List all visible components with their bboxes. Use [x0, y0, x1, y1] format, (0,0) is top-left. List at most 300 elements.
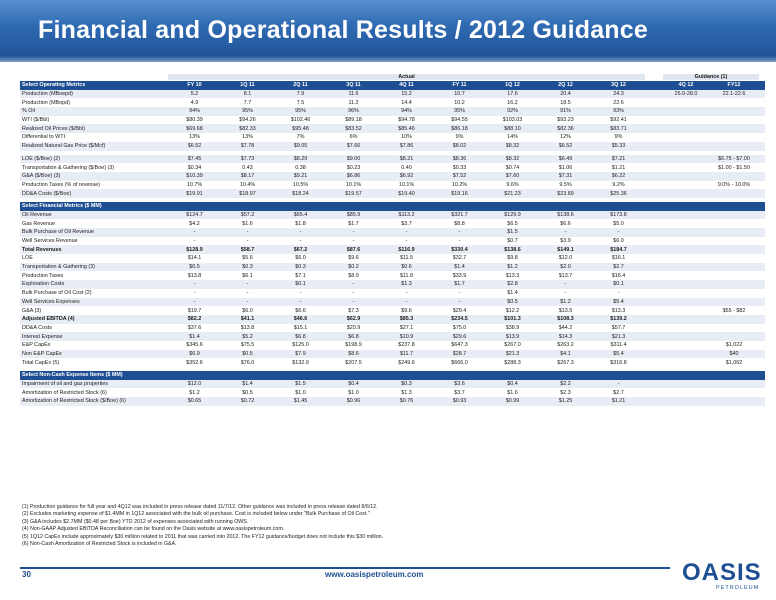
table-cell: 7.9 — [296, 91, 305, 98]
table-cell: $8.29 — [293, 155, 308, 162]
table-cell: $0.5 — [507, 298, 518, 305]
table-cell: $10.39 — [186, 173, 203, 180]
table-cell: $8.21 — [399, 155, 414, 162]
footnote: (2) Excludes marketing expense of $1.4MM in 1Q12 associated with the bulk oil purchase. Cost is included below under "Bulk Purchase of Oil Cost." — [22, 511, 370, 518]
table-cell: $19.16 — [451, 190, 468, 197]
table-cell: $65.4 — [293, 211, 308, 218]
row-label: Total Revenues — [22, 246, 62, 253]
table-cell: $6.6 — [560, 220, 571, 227]
table-cell: $85.46 — [398, 125, 415, 132]
table-cell: - — [617, 290, 620, 297]
row-label: Transportation & Gathering ($/Boe) (3) — [22, 164, 115, 171]
table-cell: $69.68 — [186, 125, 203, 132]
section-title: Select Financial Metrics ($ MM) — [22, 203, 102, 210]
table-cell: 91% — [560, 108, 571, 115]
table-row — [20, 237, 765, 246]
guidance-label: Guidance (1) — [663, 74, 759, 80]
table-cell: $8.9 — [348, 272, 359, 279]
table-cell: $1.45 — [293, 398, 308, 405]
table-cell: $102.46 — [290, 117, 311, 124]
table-cell: $82.2 — [187, 316, 202, 323]
table-cell: $1.6 — [507, 389, 518, 396]
table-cell: $83.52 — [345, 125, 362, 132]
table-cell: 0.40 — [401, 164, 412, 171]
table-cell: $0.1 — [295, 281, 306, 288]
footnote: (6) Non-Cash Amortization of Restricted Stock is included in G&A. — [22, 541, 177, 548]
table-cell: $18.97 — [239, 190, 256, 197]
table-cell: $330.4 — [451, 246, 468, 253]
row-label: % Oil — [22, 108, 35, 115]
table-cell: $8.6 — [348, 350, 359, 357]
table-cell: $1.2 — [189, 389, 200, 396]
table-cell: $7.45 — [187, 155, 202, 162]
table-cell: - — [405, 290, 408, 297]
table-cell: 9% — [614, 134, 623, 141]
table-row — [20, 380, 765, 389]
table-cell: 94% — [401, 108, 412, 115]
table-cell: $132.9 — [292, 359, 309, 366]
table-cell: $2.2 — [560, 381, 571, 388]
table-cell: $7.86 — [399, 143, 414, 150]
website-link[interactable]: www.oasispetroleum.com — [325, 570, 424, 579]
table-cell: 96% — [348, 108, 359, 115]
table-cell: $5.33 — [611, 143, 626, 150]
table-cell: $2.0 — [560, 264, 571, 271]
table-cell: $138.6 — [504, 246, 521, 253]
column-header: 3Q 12 — [611, 82, 626, 89]
table-cell: $1.3 — [401, 389, 412, 396]
table-cell: $16.1 — [611, 255, 626, 262]
column-header: 2Q 11 — [293, 82, 308, 89]
title-banner — [0, 0, 776, 62]
table-cell: $13.8 — [187, 272, 202, 279]
table-cell: - — [617, 229, 620, 236]
table-cell: $23.89 — [557, 190, 574, 197]
table-cell: - — [299, 298, 302, 305]
table-cell: $6.86 — [346, 173, 361, 180]
table-cell: $19.7 — [187, 307, 202, 314]
table-cell: $7.78 — [240, 143, 255, 150]
table-cell: - — [193, 238, 196, 245]
table-cell: 15.2 — [401, 91, 412, 98]
footnote: (5) 1Q12 CapEx include approximately $30 million related to 2011 that was carried into 2012. The FY12 guidance/budget does not include this $30 million. — [22, 533, 384, 540]
table-cell: $85.9 — [346, 211, 361, 218]
table-cell: $21.3 — [505, 350, 520, 357]
table-cell: $82.33 — [239, 125, 256, 132]
footnotes — [22, 504, 742, 548]
table-cell: 17.6 — [507, 91, 518, 98]
table-cell: $1.5 — [507, 229, 518, 236]
table-cell: $4.2 — [189, 220, 200, 227]
table-cell: $6.0 — [242, 307, 253, 314]
table-cell: $113.2 — [398, 211, 415, 218]
column-header: 4Q 12 — [678, 82, 694, 89]
table-cell: 95% — [242, 108, 253, 115]
column-header: FY 10 — [187, 82, 202, 89]
table-row — [20, 341, 765, 350]
row-label: G&A ($/Boe) (3) — [22, 173, 61, 180]
table-cell: 10% — [401, 134, 412, 141]
table-cell: $316.8 — [610, 359, 627, 366]
table-cell: $83.71 — [610, 125, 627, 132]
row-label: Production (MBopd) — [22, 99, 70, 106]
table-cell: $1.3 — [401, 281, 412, 288]
table-cell: $0.34 — [187, 164, 202, 171]
table-cell: $6.49 — [558, 155, 573, 162]
table-cell: 12% — [560, 134, 571, 141]
table-cell: $103.03 — [502, 117, 523, 124]
table-cell: $138.6 — [557, 211, 574, 218]
table-cell: $1.21 — [611, 164, 626, 171]
table-cell: 0.38 — [295, 164, 306, 171]
row-label: LOE ($/Boe) (2) — [22, 155, 61, 162]
table-cell: 93% — [613, 108, 624, 115]
table-cell: $345.6 — [186, 342, 203, 349]
table-cell: $32.7 — [452, 255, 467, 262]
table-cell: $1.5 — [295, 381, 306, 388]
table-cell: $87.6 — [346, 246, 361, 253]
table-cell: $7.52 — [452, 173, 467, 180]
table-cell: 10.1% — [345, 181, 362, 188]
table-cell: $321.7 — [451, 211, 468, 218]
page-title: Financial and Operational Results / 2012 Guidance — [38, 16, 648, 44]
table-cell: $128.9 — [186, 246, 203, 253]
table-cell: $1.2 — [507, 264, 518, 271]
table-cell: $27.1 — [399, 324, 414, 331]
table-cell: $311.4 — [610, 342, 627, 349]
table-cell: - — [193, 298, 196, 305]
row-label: LOE — [22, 255, 33, 262]
table-cell: $13.3 — [505, 272, 520, 279]
table-cell: $6.75 - $7.00 — [718, 155, 750, 162]
table-cell: $0.4 — [507, 381, 518, 388]
table-cell: $75.0 — [452, 324, 467, 331]
table-cell: $0.5 — [242, 350, 253, 357]
table-cell: $8.17 — [240, 173, 255, 180]
table-cell: 4.9 — [190, 99, 199, 106]
table-cell: $14.3 — [558, 333, 573, 340]
table-row — [20, 388, 765, 397]
table-cell: $5.4 — [613, 298, 624, 305]
column-header: 4Q 11 — [399, 82, 414, 89]
table-cell: $0.93 — [452, 398, 467, 405]
table-cell: - — [405, 298, 408, 305]
table-cell: $5.4 — [613, 350, 624, 357]
table-cell: $14.1 — [187, 255, 202, 262]
table-cell: $0.72 — [240, 398, 255, 405]
table-cell: $18.24 — [292, 190, 309, 197]
table-cell: $0.2 — [348, 264, 359, 271]
table-cell: $198.9 — [345, 342, 362, 349]
table-cell: $5.2 — [242, 333, 253, 340]
table-cell: $7.9 — [295, 350, 306, 357]
table-cell: $1.4 — [242, 381, 253, 388]
table-cell: $267.3 — [557, 359, 574, 366]
table-cell: $0.76 — [399, 398, 414, 405]
table-cell: - — [458, 290, 461, 297]
table-row — [20, 358, 765, 367]
table-cell: $82.36 — [557, 125, 574, 132]
table-cell: $6.8 — [348, 333, 359, 340]
table-row — [20, 280, 765, 289]
row-label: Production Taxes (% of revenue) — [22, 181, 101, 188]
table-cell: 14% — [507, 134, 518, 141]
table-cell: $6.52 — [187, 143, 202, 150]
table-cell: $6.0 — [613, 238, 624, 245]
table-cell: - — [352, 298, 355, 305]
table-row — [20, 271, 765, 280]
table-cell: $16.4 — [611, 272, 626, 279]
table-cell: 95% — [295, 108, 306, 115]
table-cell: $1.0 — [295, 389, 306, 396]
table-row — [20, 107, 765, 116]
table-cell: $85.3 — [399, 316, 414, 323]
table-cell: $62.9 — [346, 316, 361, 323]
table-cell: $57.7 — [611, 324, 626, 331]
table-cell: $5.6 — [242, 255, 253, 262]
table-cell: $7.73 — [240, 155, 255, 162]
table-cell: $6.9 — [189, 350, 200, 357]
table-cell: $267.0 — [504, 342, 521, 349]
table-cell: $1.25 — [558, 398, 573, 405]
row-label: DD&A Costs — [22, 324, 52, 331]
table-cell: $7.66 — [346, 143, 361, 150]
row-label: Non E&P CapEx — [22, 350, 62, 357]
table-row — [20, 163, 765, 172]
table-cell: $129.9 — [504, 211, 521, 218]
table-cell: $9.6 — [348, 255, 359, 262]
table-cell: $7.31 — [558, 173, 573, 180]
table-cell: 10.7 — [454, 91, 465, 98]
row-label: G&A (3) — [22, 307, 42, 314]
results-table — [20, 73, 765, 406]
logo-subtitle: PETROLEUM — [716, 585, 760, 591]
row-label: Realized Oil Prices ($/Bbl) — [22, 125, 85, 132]
table-cell: - — [405, 229, 408, 236]
column-header: Select Operating Metrics — [22, 82, 86, 89]
table-cell: 11.6 — [348, 91, 359, 98]
table-cell: $2.8 — [507, 281, 518, 288]
table-cell: $0.6 — [401, 264, 412, 271]
table-cell: $19.91 — [186, 190, 203, 197]
table-cell: $44.2 — [558, 324, 573, 331]
table-cell: $75.5 — [240, 342, 255, 349]
column-header: 3Q 11 — [346, 82, 361, 89]
table-cell: - — [458, 229, 461, 236]
table-cell: $288.3 — [504, 359, 521, 366]
table-cell: 13% — [189, 134, 200, 141]
table-cell: $149.1 — [557, 246, 574, 253]
table-cell: 7.5 — [296, 99, 305, 106]
table-cell: 9.2% — [612, 181, 625, 188]
table-cell: 8.1 — [243, 91, 252, 98]
table-cell: $2.7 — [613, 264, 624, 271]
table-cell: $88.10 — [504, 125, 521, 132]
table-cell: - — [617, 381, 620, 388]
table-cell: 14.4 — [401, 99, 412, 106]
table-cell: $12.0 — [558, 255, 573, 262]
table-cell: $7.21 — [611, 155, 626, 162]
table-cell: $0.96 — [346, 398, 361, 405]
table-cell: $0.74 — [505, 164, 520, 171]
table-cell: $13.5 — [558, 307, 573, 314]
logo-wordmark: OASIS — [682, 559, 762, 586]
table-cell: $666.0 — [451, 359, 468, 366]
table-cell: $37.6 — [187, 324, 202, 331]
table-cell: 16.2 — [507, 99, 518, 106]
table-cell: 10.5% — [292, 181, 309, 188]
table-cell: $108.3 — [557, 316, 574, 323]
row-label: Differential to WTI — [22, 134, 66, 141]
table-row — [20, 189, 765, 198]
table-cell: $1.0 — [348, 389, 359, 396]
table-cell: $1.4 — [189, 333, 200, 340]
table-row — [20, 142, 765, 151]
table-cell: 9% — [455, 134, 464, 141]
table-cell: - — [564, 281, 567, 288]
table-cell: - — [246, 238, 249, 245]
table-cell: $8.02 — [452, 143, 467, 150]
table-cell: - — [458, 238, 461, 245]
table-cell: $94.78 — [398, 117, 415, 124]
table-row — [20, 289, 765, 298]
table-cell: $1,062 — [725, 359, 743, 366]
section-header-row — [20, 202, 765, 211]
row-label: Total CapEx (5) — [22, 359, 60, 366]
table-cell: 10.1% — [398, 181, 415, 188]
table-cell: $647.3 — [451, 342, 468, 349]
table-cell: 6% — [349, 134, 358, 141]
table-row — [20, 172, 765, 181]
table-cell: $1.21 — [611, 398, 626, 405]
table-cell: $67.2 — [293, 246, 308, 253]
table-cell: - — [299, 238, 302, 245]
row-label: WTI ($/Bbl) — [22, 117, 50, 124]
table-row — [20, 133, 765, 142]
row-label: Well Services Revenue — [22, 238, 78, 245]
table-cell: $1.00 - $1.50 — [718, 164, 750, 171]
table-row — [20, 245, 765, 254]
table-row — [20, 397, 765, 406]
table-cell: $28.7 — [452, 350, 467, 357]
table-cell: 13% — [242, 134, 253, 141]
table-cell: $29.6 — [452, 333, 467, 340]
table-cell: 11.2 — [348, 99, 359, 106]
table-group-header — [20, 73, 765, 81]
table-cell: 7.7 — [243, 99, 252, 106]
table-cell: $5.0 — [613, 220, 624, 227]
table-cell: $1.7 — [454, 281, 465, 288]
table-cell: $207.5 — [345, 359, 362, 366]
column-header: 1Q 12 — [505, 82, 520, 89]
table-cell: $2.7 — [613, 389, 624, 396]
table-row — [20, 219, 765, 228]
table-cell: - — [246, 229, 249, 236]
table-cell: $101.3 — [504, 316, 521, 323]
column-header: 1Q 11 — [240, 82, 255, 89]
table-cell: $6.6 — [295, 307, 306, 314]
table-cell: $10.9 — [399, 333, 414, 340]
table-row — [20, 181, 765, 190]
table-cell: $7.60 — [505, 173, 520, 180]
table-cell: $57.2 — [240, 211, 255, 218]
table-cell: $13.7 — [558, 272, 573, 279]
table-cell: $94.55 — [451, 117, 468, 124]
table-cell: $6.5 — [507, 220, 518, 227]
table-cell: $95.48 — [292, 125, 309, 132]
table-cell: $9.00 — [346, 155, 361, 162]
footnote: (4) Non-GAAP Adjusted EBITDA Reconciliation can be found on the Oasis website at www.oasispetroleum.com. — [22, 526, 285, 533]
table-cell: $6.92 — [399, 173, 414, 180]
row-label: Amortization of Restricted Stock (6) — [22, 389, 107, 396]
table-row — [20, 155, 765, 164]
table-cell: $1.2 — [560, 298, 571, 305]
table-cell: $8.32 — [505, 155, 520, 162]
table-cell: $352.6 — [186, 359, 203, 366]
row-label: Exploration Costs — [22, 281, 65, 288]
table-row — [20, 228, 765, 237]
table-row — [20, 315, 765, 324]
row-label: Amortization of Restricted Stock ($/Boe) (6) — [22, 398, 126, 405]
table-cell: $7.3 — [348, 307, 359, 314]
table-cell: 9.6% — [506, 181, 519, 188]
table-cell: $7.1 — [295, 272, 306, 279]
table-cell: $29.4 — [452, 307, 467, 314]
table-cell: $11.7 — [399, 350, 414, 357]
table-cell: 9.0% - 10.0% — [717, 181, 751, 188]
row-label: Transportation & Gathering (3) — [22, 264, 95, 271]
table-cell: $173.8 — [610, 211, 627, 218]
table-cell: $12.2 — [505, 307, 520, 314]
table-cell: $0.1 — [613, 281, 624, 288]
table-row — [20, 332, 765, 341]
table-cell: 95% — [454, 108, 465, 115]
table-cell: $1.6 — [242, 220, 253, 227]
table-cell: $40 — [729, 350, 739, 357]
table-cell: $12.0 — [187, 381, 202, 388]
table-cell: $237.8 — [398, 342, 415, 349]
row-label: E&P CapEx — [22, 342, 51, 349]
table-cell: $3.9 — [560, 238, 571, 245]
table-cell: $92.41 — [610, 117, 627, 124]
table-cell: - — [193, 290, 196, 297]
table-row — [20, 116, 765, 125]
footer-divider — [20, 567, 670, 569]
table-cell: $9.05 — [293, 143, 308, 150]
table-cell: 24.3 — [613, 91, 624, 98]
table-row — [20, 350, 765, 359]
table-cell: $89.18 — [345, 117, 362, 124]
table-cell: $11.5 — [399, 255, 414, 262]
table-cell: $19.40 — [398, 190, 415, 197]
page-number: 30 — [22, 570, 31, 579]
table-cell: 10.2% — [451, 181, 468, 188]
table-cell: 22.1-22.6 — [722, 91, 746, 98]
table-row — [20, 263, 765, 272]
table-row — [20, 211, 765, 220]
table-cell: - — [458, 298, 461, 305]
table-cell: 94% — [189, 108, 200, 115]
table-header-row — [20, 81, 765, 90]
column-header: 2Q 12 — [558, 82, 573, 89]
table-cell: $0.23 — [346, 164, 361, 171]
table-cell: $1,022 — [725, 342, 743, 349]
table-row — [20, 124, 765, 133]
row-label: Realized Natural Gas Price ($/Mcf) — [22, 143, 106, 150]
table-cell: $0.3 — [295, 264, 306, 271]
row-label: Production Taxes — [22, 272, 64, 279]
table-cell: $93.23 — [557, 117, 574, 124]
